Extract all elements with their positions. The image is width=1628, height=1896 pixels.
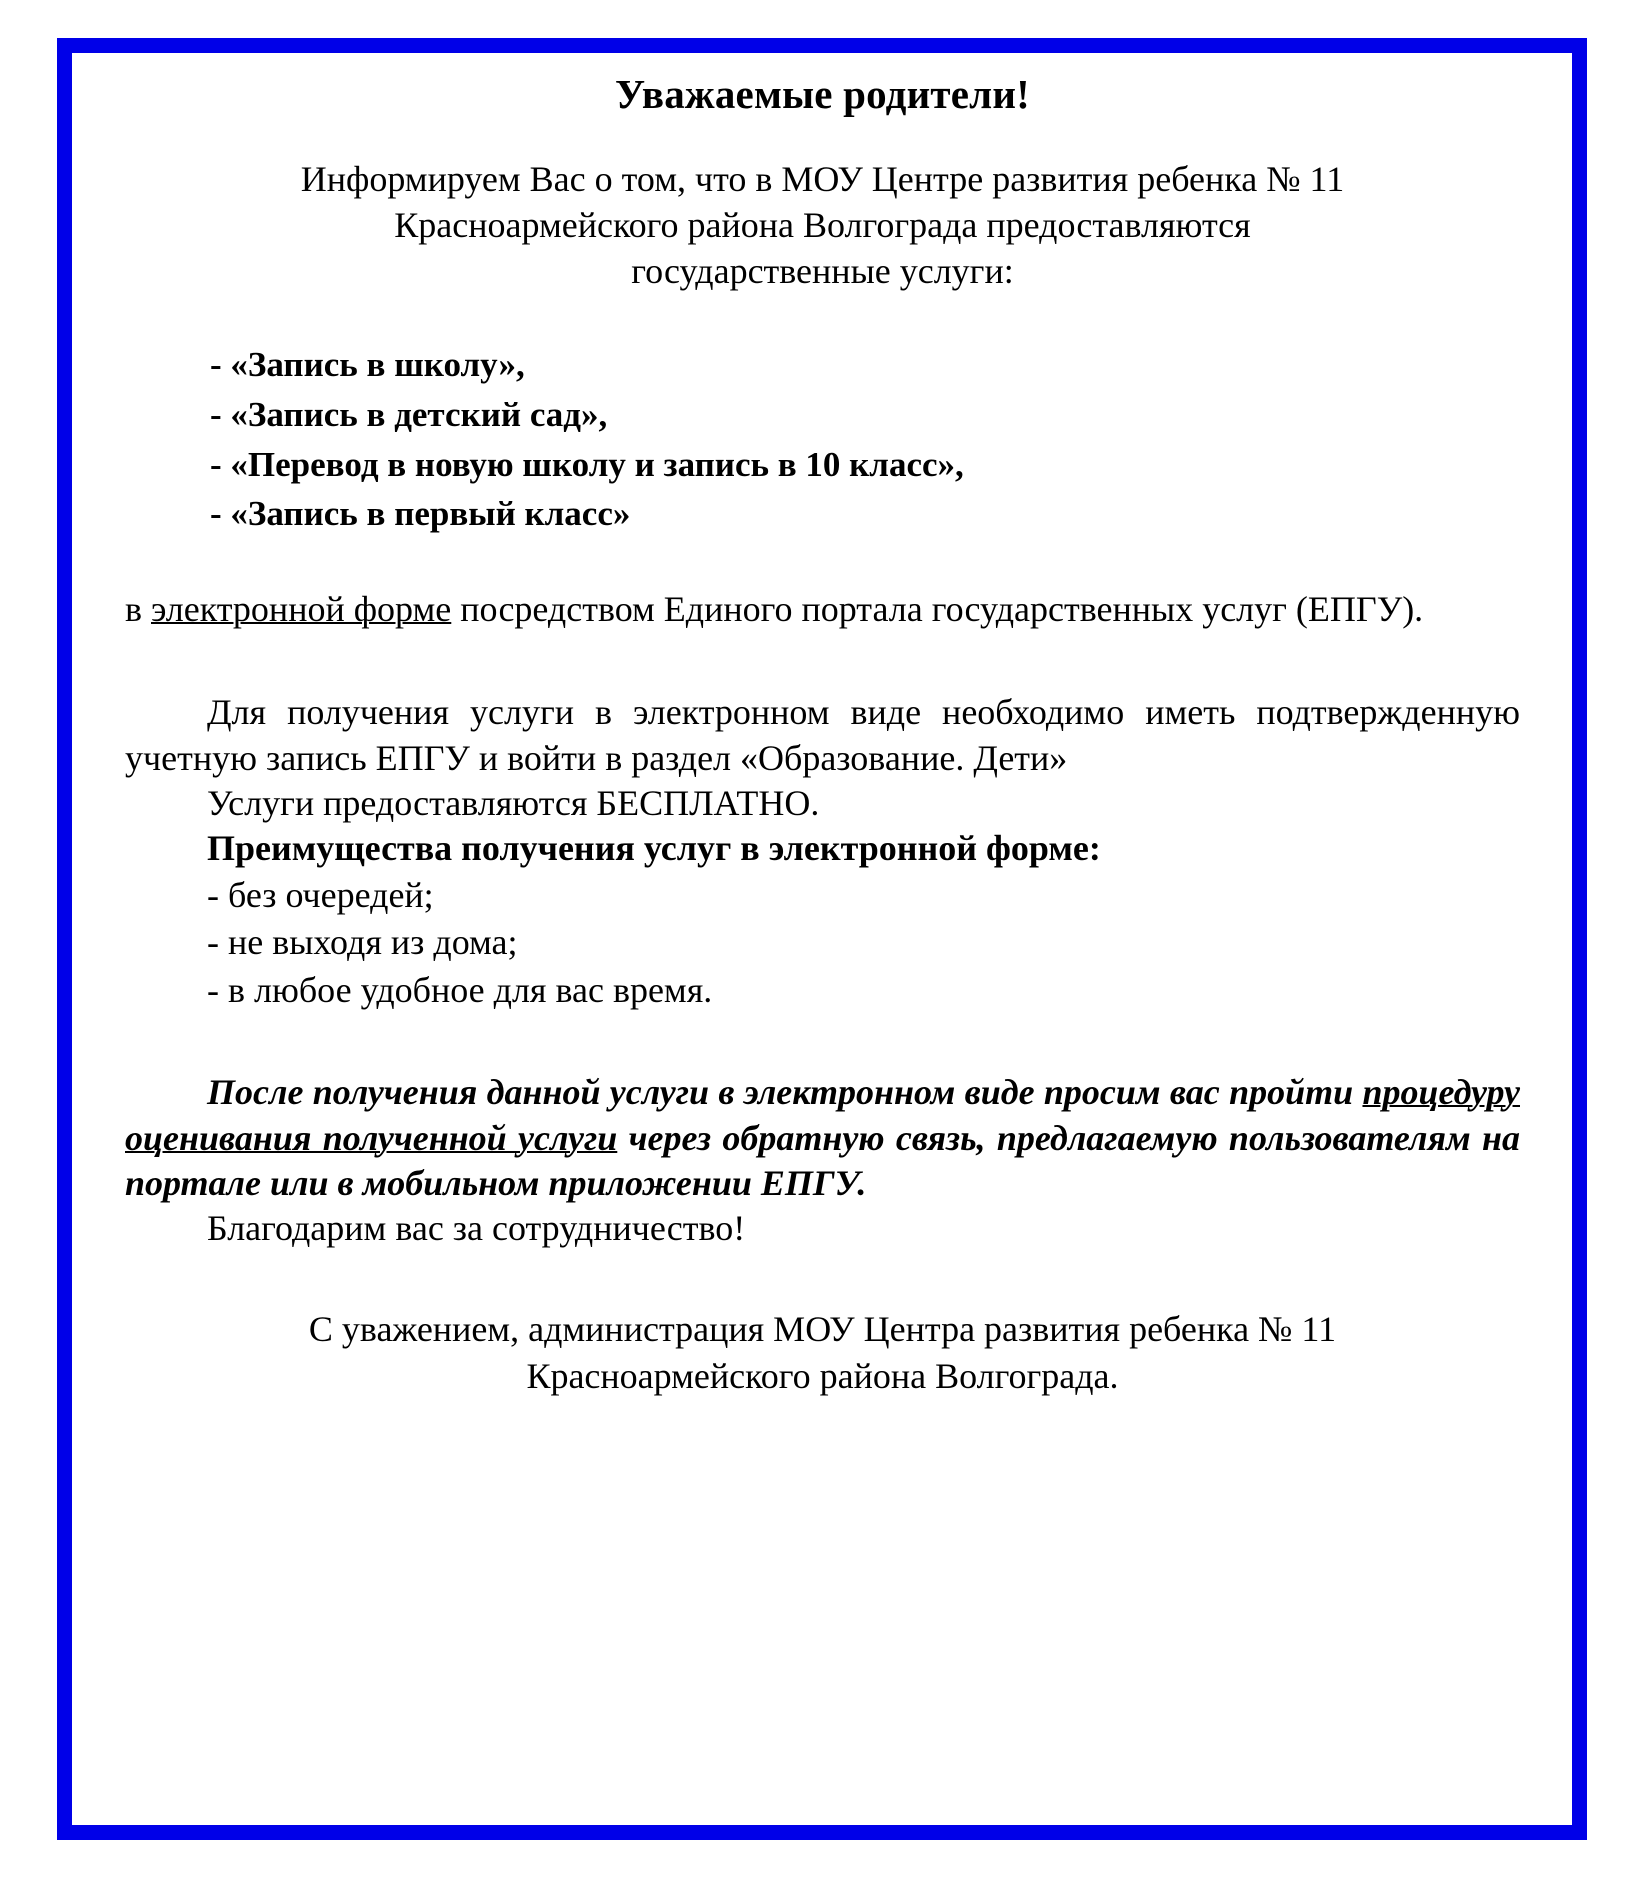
- electronic-form-paragraph: [125, 539, 1520, 632]
- list-item: - «Перевод в новую школу и запись в 10 класс»,: [210, 444, 964, 484]
- thanks-line: Благодарим вас за сотрудничество!: [207, 1208, 746, 1249]
- eform-text-after: посредством Единого портала государственных услуг (ЕПГУ).: [451, 589, 1424, 629]
- requirements-paragraph: Для получения услуги в электронном виде необходимо иметь подтвержденную учетную запись ЕПГУ и войти в раздел «Образование. Дети»: [125, 692, 1520, 778]
- advantages-heading: Преимущества получения услуг в электронной форме:: [207, 828, 1101, 869]
- intro-line-2: Красноармейского района Волгограда предоставляются: [394, 204, 1251, 245]
- feedback-paragraph: [125, 1014, 1520, 1206]
- signature-block: [125, 1252, 1520, 1400]
- advantages-list: [125, 872, 1520, 1015]
- intro-paragraph: [125, 131, 1520, 294]
- intro-line-3: государственные услуги:: [631, 250, 1014, 291]
- list-item: - «Запись в детский сад»,: [210, 394, 608, 434]
- page-title: Уважаемые родители!: [614, 71, 1031, 117]
- intro-line-1: Информируем Вас о том, что в МОУ Центре развития ребенка № 11: [300, 159, 1345, 200]
- signature-line-2: Красноармейского района Волгограда.: [526, 1355, 1119, 1396]
- document-content: [125, 72, 1520, 1399]
- free-service-line: Услуги предоставляются БЕСПЛАТНО.: [207, 783, 820, 824]
- list-item: - «Запись в первый класс»: [210, 494, 631, 534]
- list-item: - в любое удобное для вас время.: [207, 969, 713, 1010]
- list-item: - «Запись в школу»,: [210, 345, 525, 385]
- list-item: - не выходя из дома;: [207, 922, 518, 963]
- feedback-text-before: После получения данной услуги в электронном виде просим вас пройти: [207, 1072, 1363, 1113]
- eform-underlined-phrase: электронной форме: [151, 589, 452, 629]
- feedback-underlined-phrase: процедуру оценивания полученной услуги: [125, 1072, 1520, 1158]
- eform-text-before: в: [125, 589, 151, 629]
- signature-line-1: С уважением, администрация МОУ Центра развития ребенка № 11: [308, 1308, 1337, 1349]
- list-item: - без очередей;: [207, 874, 434, 915]
- services-list: [125, 294, 1520, 539]
- feedback-text-after: через обратную связь, предлагаемую пользователям на портале или в мобильном приложении ЕПГУ.: [125, 1117, 1520, 1204]
